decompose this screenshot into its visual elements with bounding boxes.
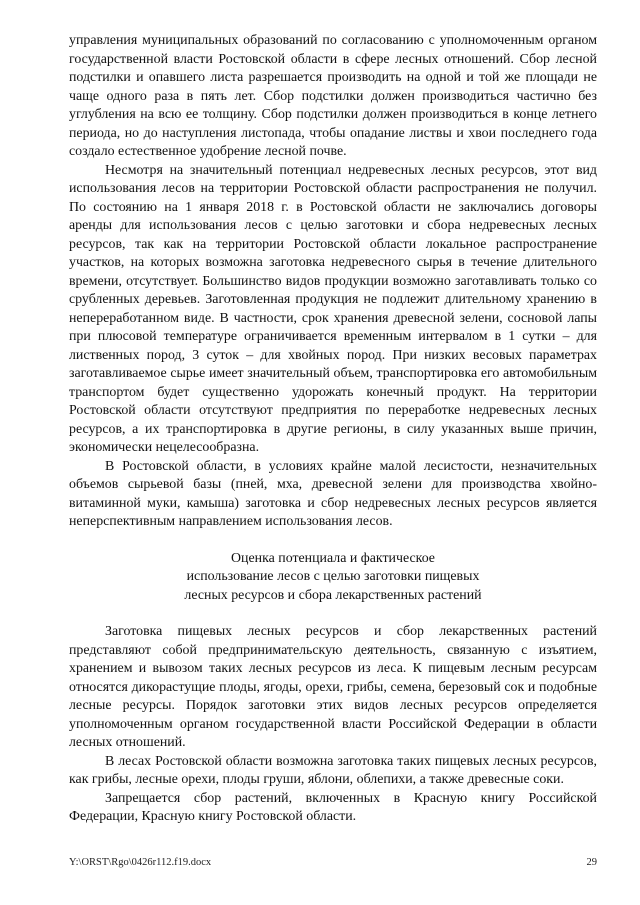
paragraph-nontimber-resources: Несмотря на значительный потенциал недревесных лесных ресурсов, этот вид использования лесов на территории Ростовской области распространения не получил. По состоянию на 1 января 2018 г. в Ростовской области не заключались договоры аренды для использования лесов с целью заготовки и сбора недревесных лесных ресурсов, так как на территории Ростовской области локальное распространение участков, на которых возможна заготовка недревесного сырья в течение длительного времени, отсутствует. Большинство видов продукции возможно заготавливать только со срубленных деревьев. Заготовленная продукция не подлежит длительному хранению в непереработанном виде. В частности, срок хранения древесной зелени, сосновой лапы при плюсовой температуре ограничивается временным интервалом в 1 сутки – для лиственных пород, 3 суток – для хвойных пород. При низких весовых параметрах заготавливаемое сырье имеет значительный объем, транспортировка его автомобильным транспортом будет существенно удорожать конечный продукт. На территории Ростовской области отсутствуют предприятия по переработке недревесных лесных ресурсов, а их транспортировка в другие регионы, в силу указанных выше причин, экономически нецелесообразна. (69, 162, 597, 455)
section-heading-line-1: Оценка потенциала и фактическое (231, 550, 435, 566)
paragraph-litter-collection: управления муниципальных образований по согласованию с уполномоченным органом государственной власти Ростовской области в сфере лесных отношений. Сбор лесной подстилки и опавшего листа разрешается производить на одной и той же площади не чаще одного раза в пять лет. Сбор подстилки должен производиться частично без углубления на всю ее толщину. Сбор подстилки должен производиться в конце летнего периода, но до наступления листопада, чтобы опадание листвы и хвои последнего года создало естественное удобрение лесной почве. (69, 33, 597, 159)
section-heading-line-2: использование лесов с целью заготовки пищевых (186, 569, 480, 584)
footer-file-path: Y:\ORST\Rgo\0426r112.f19.docx (69, 857, 212, 868)
section-heading-line-3: лесных ресурсов и сбора лекарственных растений (184, 587, 482, 603)
paragraph-low-forest-cover: В Ростовской области, в условиях крайне малой лесистости, незначительных объемов сырьевой базы (пней, мха, древесной зелени для производства хвойно-витаминной муки, камыша) заготовка и сбор недревесных лесных ресурсов является неперспективным направлением использования лесов. (69, 458, 597, 529)
paragraph-possible-harvest: В лесах Ростовской области возможна заготовка таких пищевых лесных ресурсов, как грибы, лесные орехи, плоды груши, яблони, облепихи, а также древесные соки. (69, 753, 597, 787)
section-heading (69, 550, 597, 606)
paragraph-food-resources: Заготовка пищевых лесных ресурсов и сбор лекарственных растений представляют собой предпринимательскую деятельность, связанную с изъятием, хранением и вывозом таких лесных ресурсов из леса. К пищевым лесным ресурсам относятся дикорастущие плоды, ягоды, орехи, грибы, семена, березовый сок и подобные лесные ресурсы. Порядок заготовки этих видов лесных ресурсов определяется уполномоченным органом государственной власти Российской Федерации в области лесных отношений. (69, 624, 597, 750)
document-page (69, 32, 597, 827)
page-number: 29 (586, 857, 597, 868)
paragraph-red-book-prohibition: Запрещается сбор растений, включенных в Красную книгу Российской Федерации, Красную книгу Ростовской области. (69, 790, 597, 824)
